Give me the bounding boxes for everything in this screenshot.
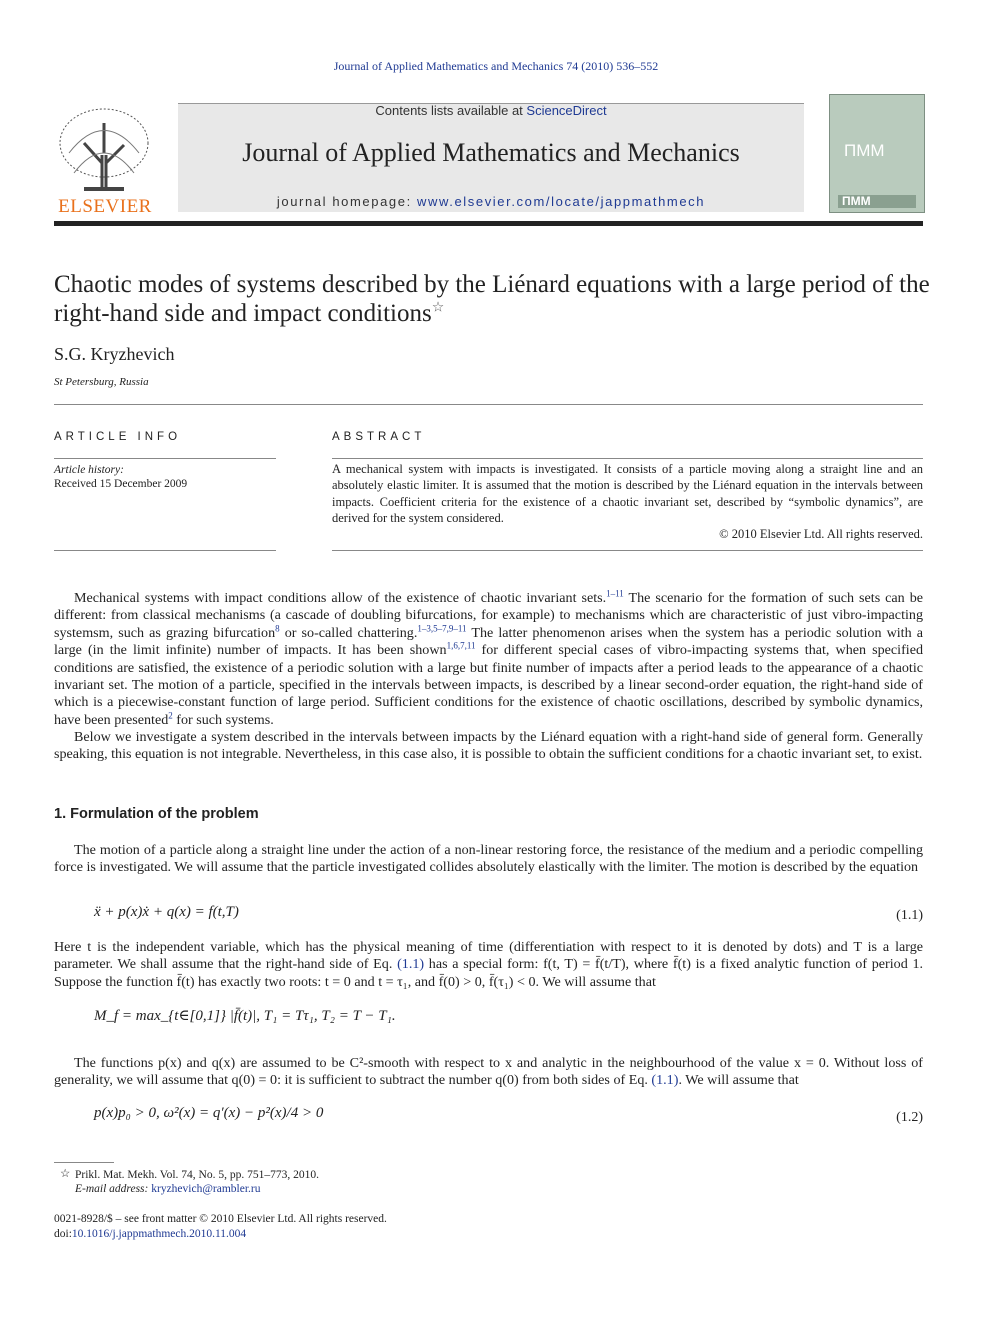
equation-number-1-2: (1.2) [896,1110,923,1125]
journal-homepage: journal homepage: www.elsevier.com/locate/jappmathmech [276,194,706,209]
abstract-heading: ABSTRACT [332,431,426,443]
section-1-paragraph-1: The motion of a particle along a straight line under the action of a non-linear restoring force, the resistance of the medium and a periodic compelling force is investigated. We will assume that the particle investigated collides absolutely elastically with the limiter. The motion is described by the equation [54,842,923,876]
footnote-rule [54,1162,114,1163]
cover-bottom-logo: ПММ [842,194,871,208]
paper-title: Chaotic modes of systems described by the Liénard equations with a large period of the right-hand side and impact conditions☆ [54,271,930,327]
title-footnote-mark[interactable]: ☆ [431,300,445,316]
intro-paragraph-1: Mechanical systems with impact conditions allow of the existence of chaotic invariant sets.$^{1-11}$ The scenario for the formation of such sets can be different: from classical mechanisms (a cascade of doubling bifurcations, for example) to mechanisms which are characteristic of just vibro-impacting systemsm, such as grazing bifurcation$^8$ or so-called chattering.$^{1-3,5-7,9-11}$ The latter phenomenon arises when the system has a periodic solution with a large (in the limit infinite) number of impacts. It has been shown$^{1,6,7,11}$ for different special cases of vibro-impacting systems that, when specified conditions are satisfied, the existence of a periodic solution with a large but finite number of impacts after a period leads to the appearance of a chaotic invariant set. The motion of a particle, specified in the intervals between impacts, is described by a linear second-order equation, the right-hand side of which is a piecewise-constant function of large period. Sufficient conditions for the existence of chaotic oscillations, described by symbolic dynamics, have been presented$^2$ for such systems. [54,588,923,728]
copyright: © 2010 Elsevier Ltd. All rights reserved. [719,527,923,541]
homepage-link[interactable]: www.elsevier.com/locate/jappmathmech [417,194,706,209]
section-1-title: 1. Formulation of the problem [54,806,259,822]
article-history-label: Article history: [54,464,124,476]
contents-line: Contents lists available at ScienceDirect [375,103,607,118]
doi-link[interactable]: 10.1016/j.jappmathmech.2010.11.004 [71,1228,247,1240]
equation-ref[interactable]: (1.1) [651,1072,679,1089]
equation-1-1: ẍ + p(x)ẋ + q(x) = f(t,T) [94,904,239,920]
header-rule [54,221,923,226]
intro-paragraph-2: Below we investigate a system described in the intervals between impacts by the Liénard equation with a right-hand side of general form. Generally speaking, this equation is not integrable. Nevertheless, in this case also, it is possible to obtain the sufficient conditions for a chaotic invariant set, to exist. [54,729,923,763]
affiliation: St Petersburg, Russia [54,376,149,388]
article-info-rule [54,458,276,459]
abstract-rule [332,458,923,459]
abstract-bottom-rule [332,550,923,551]
journal-citation[interactable]: Journal of Applied Mathematics and Mechanics 74 (2010) 536–552 [333,59,659,73]
citation-ref[interactable]: 1–3,5–7,9–11 [417,623,467,634]
title-rule [54,404,923,405]
section-1-paragraph-3: The functions p(x) and q(x) are assumed to be C²-smooth with respect to x and analytic in the neighbourhood of the value x = 0. Without loss of generality, we will assume that q(0) = 0: it is sufficient to subtract the number q(0) from both sides of Eq. (1.1). We will assume that [54,1055,923,1089]
issn-line: 0021-8928/$ – see front matter © 2010 Elsevier Ltd. All rights reserved. [54,1213,387,1225]
received-date: Received 15 December 2009 [54,478,188,490]
equation-ref[interactable]: (1.1) [397,956,425,973]
email-link[interactable]: kryzhevich@rambler.ru [151,1183,261,1195]
doi-line: doi:10.1016/j.jappmathmech.2010.11.004 [54,1228,247,1240]
cover-logo: ПММ [844,141,885,160]
equation-number-1-1: (1.1) [896,908,923,923]
abstract-text: A mechanical system with impacts is investigated. It consists of a particle moving along a straight line and an absolutely elastic limiter. It is assumed that the motion is described by the Liénard equation in the intervals between impacts. Coefficient criteria for the existence of a chaotic invariant set, described by “symbolic dynamics”, are derived for the system considered. [332,462,923,525]
sciencedirect-link[interactable]: ScienceDirect [526,103,607,118]
article-info-heading: ARTICLE INFO [54,431,182,443]
equation-1-2: p(x)p₀ > 0, ω²(x) = q′(x) − p²(x)/4 > 0 [94,1105,324,1121]
citation-ref[interactable]: 1,6,7,11 [446,640,476,651]
equation-definitions: M_f = max_{t∈[0,1]} |f̄(t)|, T₁ = Tτ₁, T₂ = T − T₁. [94,1008,396,1024]
citation-ref[interactable]: 8 [275,623,280,634]
article-info-bottom-rule [54,550,276,551]
journal-title: Journal of Applied Mathematics and Mechanics [242,138,740,167]
footnote-journal-ref: Prikl. Mat. Mekh. Vol. 74, No. 5, pp. 751–773, 2010. [75,1169,319,1181]
journal-cover-image[interactable] [829,94,925,213]
author-name: S.G. Kryzhevich [54,344,175,364]
footnote-star: ☆ [60,1168,71,1180]
elsevier-logo-text[interactable]: ELSEVIER [58,196,152,217]
citation-ref[interactable]: 1–11 [606,588,624,599]
section-1-paragraph-2: Here t is the independent variable, which has the physical meaning of time (differentiation with respect to it is denoted by dots) and T is a large parameter. We shall assume that the right-hand side of Eq. (1.1) has a special form: f(t, T) = f̄(t/T), where f̄(t) is a fixed analytic function of period 1. Suppose the function f̄(t) has exactly two roots: t = 0 and t = τ₁, and f̄(0) > 0, f̄(τ₁) < 0. We will assume that [54,939,924,990]
footnote-email: E-mail address: kryzhevich@rambler.ru [75,1183,261,1195]
citation-ref[interactable]: 2 [168,710,173,721]
